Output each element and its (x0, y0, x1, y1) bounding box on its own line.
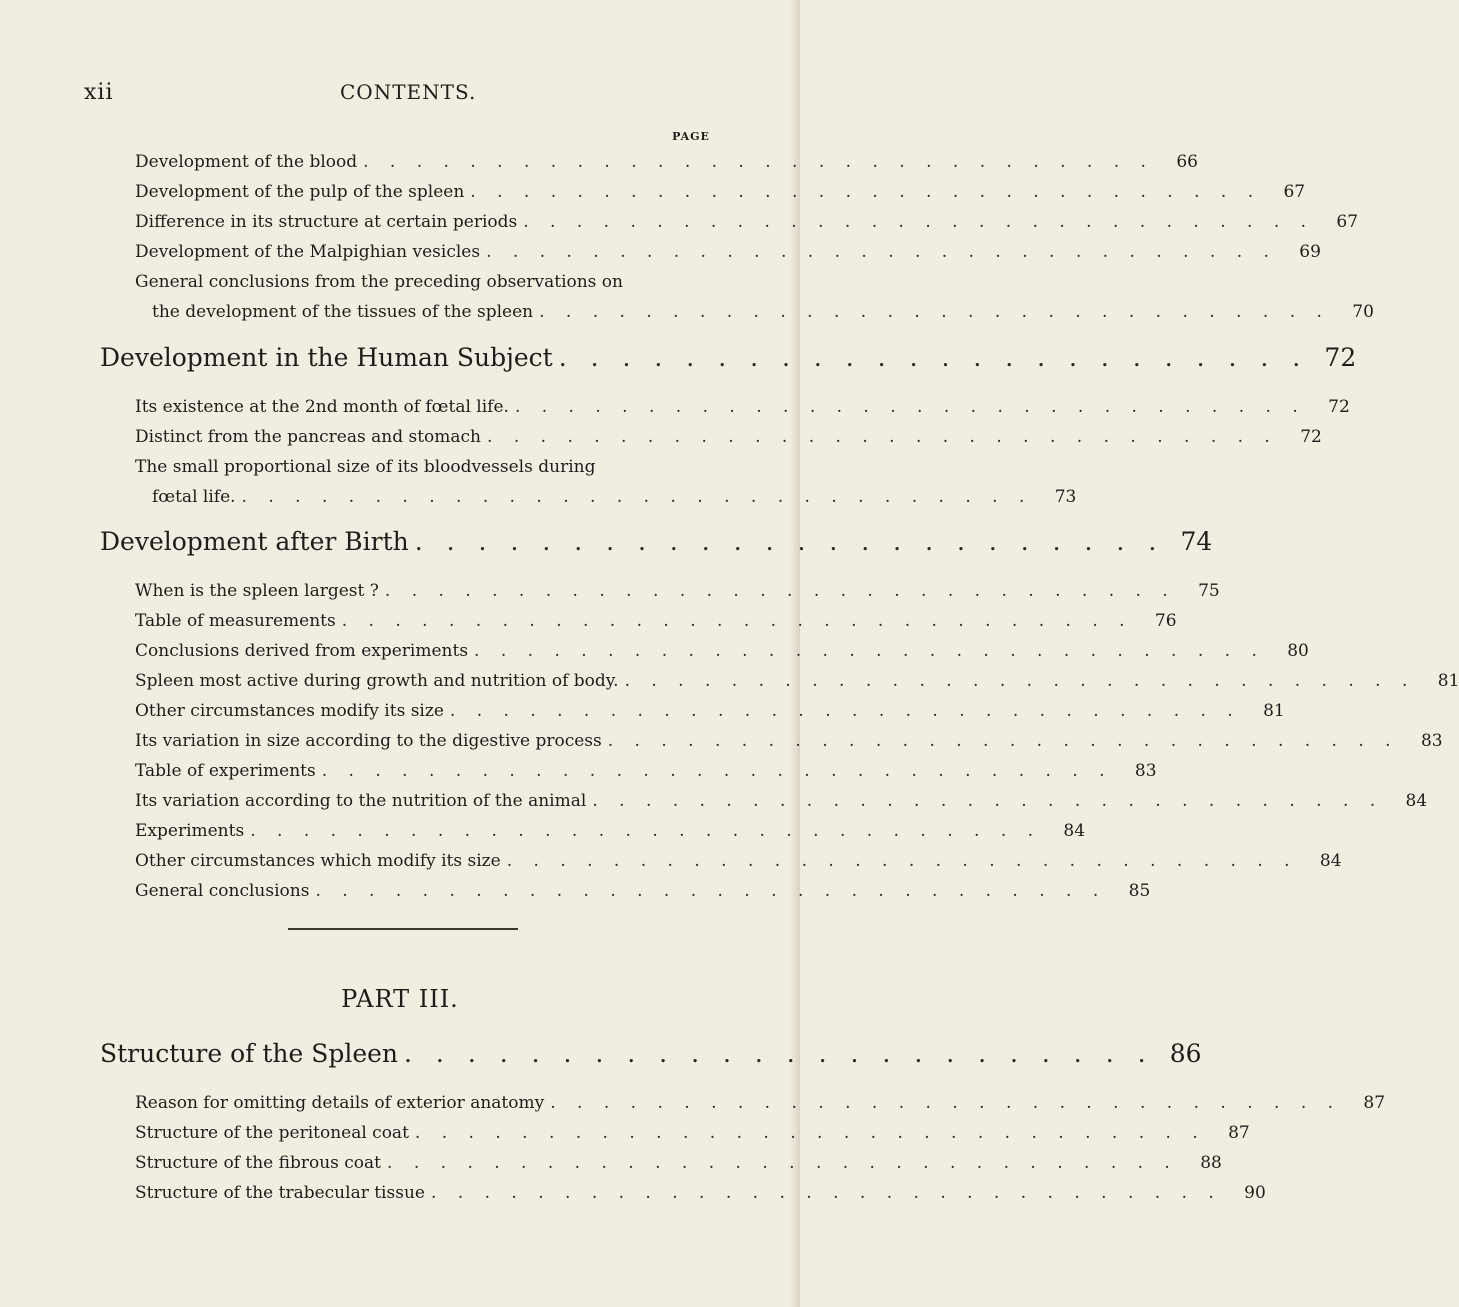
toc-entry[interactable] (135, 666, 1459, 696)
toc-entry-title: Structure of the fibrous coat (135, 1153, 382, 1173)
toc-entry-page: 87 (1228, 1123, 1250, 1143)
toc-entry-title: Reason for omitting details of exterior anatomy (135, 1093, 545, 1113)
section-title: Structure of the Spleen (100, 1039, 399, 1068)
toc-entry[interactable] (135, 726, 1443, 756)
toc-entry-title: When is the spleen largest ? (135, 581, 379, 601)
toc-entry-page: 81 (1263, 701, 1285, 721)
section-divider (288, 928, 518, 930)
toc-entry[interactable] (135, 422, 1322, 452)
leader-dots: . . . . . . . . . . . . . . . . . . . . . . . . (404, 1039, 1154, 1068)
toc-entry[interactable] (135, 1148, 1222, 1178)
toc-entry[interactable] (135, 696, 1285, 726)
toc-entry[interactable] (135, 1088, 1386, 1118)
toc-entry-page: 75 (1198, 581, 1220, 601)
toc-entry-page: 76 (1154, 611, 1177, 631)
toc-entry-page: 69 (1299, 242, 1321, 262)
toc-entry-title: Difference in its structure at certain periods (135, 212, 518, 232)
leader-dots: . . . . . . . . . . . . . . . . . . . . . . . . . . . . . . (341, 611, 1133, 631)
toc-entry[interactable] (152, 482, 1077, 512)
leader-dots: . . . . . . . . . . . . . . . . . . . . . . . . . . . . . . (321, 761, 1113, 781)
section-page: 86 (1169, 1039, 1202, 1068)
toc-entry[interactable] (135, 392, 1350, 422)
leader-dots: . . . . . . . . . . . . . . . . . . . . . . . . . . . . . . (430, 1183, 1222, 1203)
leader-dots: . . . . . . . . . . . . . . . . . . . . . . . . . . . . . . (315, 881, 1107, 901)
leader-dots: . . . . . . . . . . . . . . . . . . . . . . . . . . . . . . (449, 701, 1241, 721)
leader-dots: . . . . . . . . . . . . . . . . . . . . . . . . (414, 527, 1165, 556)
toc-entry-title: Spleen most active during growth and nutrition of body. (135, 671, 619, 691)
toc-entry-title: Table of experiments (135, 761, 316, 781)
section-title: Development in the Human Subject (100, 343, 553, 372)
toc-entry-title: Structure of the trabecular tissue (135, 1183, 425, 1203)
toc-entry-title: fœtal life. (152, 487, 236, 507)
toc-entry-page: 88 (1200, 1153, 1222, 1173)
leader-dots: . . . . . . . . . . . . . . . . . . . . . . . . . . . . . . (387, 1153, 1178, 1173)
toc-entry-title: Experiments (135, 821, 245, 841)
toc-entry-page: 84 (1319, 851, 1342, 871)
part-heading: PART III. (341, 985, 459, 1013)
section-page: 74 (1180, 527, 1213, 556)
section-heading[interactable] (100, 524, 1213, 560)
toc-entry-page: 85 (1128, 881, 1151, 901)
toc-entry-first-line: General conclusions from the preceding observations on (135, 272, 623, 292)
toc-entry-title: Table of measurements (135, 611, 336, 631)
leader-dots: . . . . . . . . . . . . . . . . . . . . . . . . . . . . . . (592, 791, 1384, 811)
leader-dots: . . . . . . . . . . . . . . . . . . . . . . . . (558, 343, 1309, 372)
leader-dots: . . . . . . . . . . . . . . . . . . . . . . . . . . . . . . (624, 671, 1416, 691)
toc-entry-page: 67 (1283, 182, 1306, 202)
toc-entry-title: Its variation according to the nutrition of the animal (135, 791, 587, 811)
leader-dots: . . . . . . . . . . . . . . . . . . . . . . . . . . . . . . (539, 302, 1330, 322)
toc-entry-page: 66 (1176, 152, 1198, 172)
toc-entry-title: the development of the tissues of the spleen (152, 302, 534, 322)
toc-entry[interactable] (135, 237, 1321, 267)
leader-dots: . . . . . . . . . . . . . . . . . . . . . . . . . . . . . . (607, 731, 1399, 751)
toc-entry[interactable] (135, 756, 1157, 786)
toc-entry-title: Structure of the peritoneal coat (135, 1123, 409, 1143)
toc-entry-page: 83 (1420, 731, 1443, 751)
page-folio: xii (84, 80, 114, 105)
toc-entry[interactable] (135, 147, 1198, 177)
toc-entry-title: Conclusions derived from experiments (135, 641, 469, 661)
toc-entry-page: 90 (1244, 1183, 1266, 1203)
leader-dots: . . . . . . . . . . . . . . . . . . . . . . . . . . . . . . (514, 397, 1306, 417)
toc-entry-title: General conclusions (135, 881, 310, 901)
toc-entry-title: Other circumstances which modify its size (135, 851, 501, 871)
leader-dots: . . . . . . . . . . . . . . . . . . . . . . . . . . . . . . (470, 182, 1262, 202)
toc-entry-page: 73 (1054, 487, 1077, 507)
toc-entry[interactable] (135, 1178, 1266, 1208)
toc-entry[interactable] (135, 1118, 1250, 1148)
leader-dots: . . . . . . . . . . . . . . . . . . . . . . . . . . . . . . (384, 581, 1176, 601)
toc-entry[interactable] (135, 846, 1342, 876)
leader-dots: . . . . . . . . . . . . . . . . . . . . . . . . . . . . . . (487, 427, 1278, 447)
leader-dots: . . . . . . . . . . . . . . . . . . . . . . . . . . . . . . (250, 821, 1042, 841)
leader-dots: . . . . . . . . . . . . . . . . . . . . . . . . . . . . . . (506, 851, 1298, 871)
toc-entry-title: Development of the Malpighian vesicles (135, 242, 481, 262)
leader-dots: . . . . . . . . . . . . . . . . . . . . . . . . . . . . . . (474, 641, 1265, 661)
toc-entry-page: 70 (1352, 302, 1374, 322)
running-title: CONTENTS. (340, 80, 477, 104)
leader-dots: . . . . . . . . . . . . . . . . . . . . . . . . . . . . . . (363, 152, 1154, 172)
toc-entry[interactable] (135, 876, 1151, 906)
toc-entry-title: Development of the pulp of the spleen (135, 182, 465, 202)
leader-dots: . . . . . . . . . . . . . . . . . . . . . . . . . . . . . . (550, 1093, 1342, 1113)
toc-entry[interactable] (135, 816, 1086, 846)
toc-entry-page: 81 (1437, 671, 1459, 691)
toc-entry[interactable] (135, 576, 1220, 606)
toc-entry[interactable] (135, 177, 1306, 207)
toc-entry-page: 83 (1134, 761, 1157, 781)
page-header (0, 80, 800, 110)
toc-entry-page: 84 (1063, 821, 1086, 841)
leader-dots: . . . . . . . . . . . . . . . . . . . . . . . . . . . . . . (486, 242, 1277, 262)
toc-entry[interactable] (152, 297, 1374, 327)
toc-entry[interactable] (135, 207, 1359, 237)
leader-dots: . . . . . . . . . . . . . . . . . . . . . . . . . . . . . . (241, 487, 1033, 507)
toc-entry-page: 67 (1336, 212, 1359, 232)
section-heading[interactable] (100, 340, 1357, 376)
toc-entry-page: 84 (1405, 791, 1428, 811)
toc-entry-first-line: The small proportional size of its bloodvessels during (135, 457, 596, 477)
toc-entry-title: Its existence at the 2nd month of fœtal life. (135, 397, 509, 417)
toc-entry-page: 72 (1328, 397, 1350, 417)
section-page: 72 (1324, 343, 1357, 372)
toc-entry-page: 72 (1300, 427, 1322, 447)
toc-entry-title: Distinct from the pancreas and stomach (135, 427, 482, 447)
toc-entry-page: 80 (1287, 641, 1309, 661)
leader-dots: . . . . . . . . . . . . . . . . . . . . . . . . . . . . . . (414, 1123, 1206, 1143)
toc-entry-page: 87 (1363, 1093, 1386, 1113)
page-column-label: PAGE (672, 130, 710, 143)
leader-dots: . . . . . . . . . . . . . . . . . . . . . . . . . . . . . . (523, 212, 1315, 232)
toc-entry[interactable] (135, 786, 1428, 816)
toc-entry-title: Other circumstances modify its size (135, 701, 444, 721)
toc-entry[interactable] (135, 606, 1177, 636)
section-title: Development after Birth (100, 527, 409, 556)
toc-entry-title: Development of the blood (135, 152, 358, 172)
section-heading[interactable] (100, 1036, 1202, 1072)
toc-entry[interactable] (135, 636, 1309, 666)
toc-entry-title: Its variation in size according to the digestive process (135, 731, 602, 751)
